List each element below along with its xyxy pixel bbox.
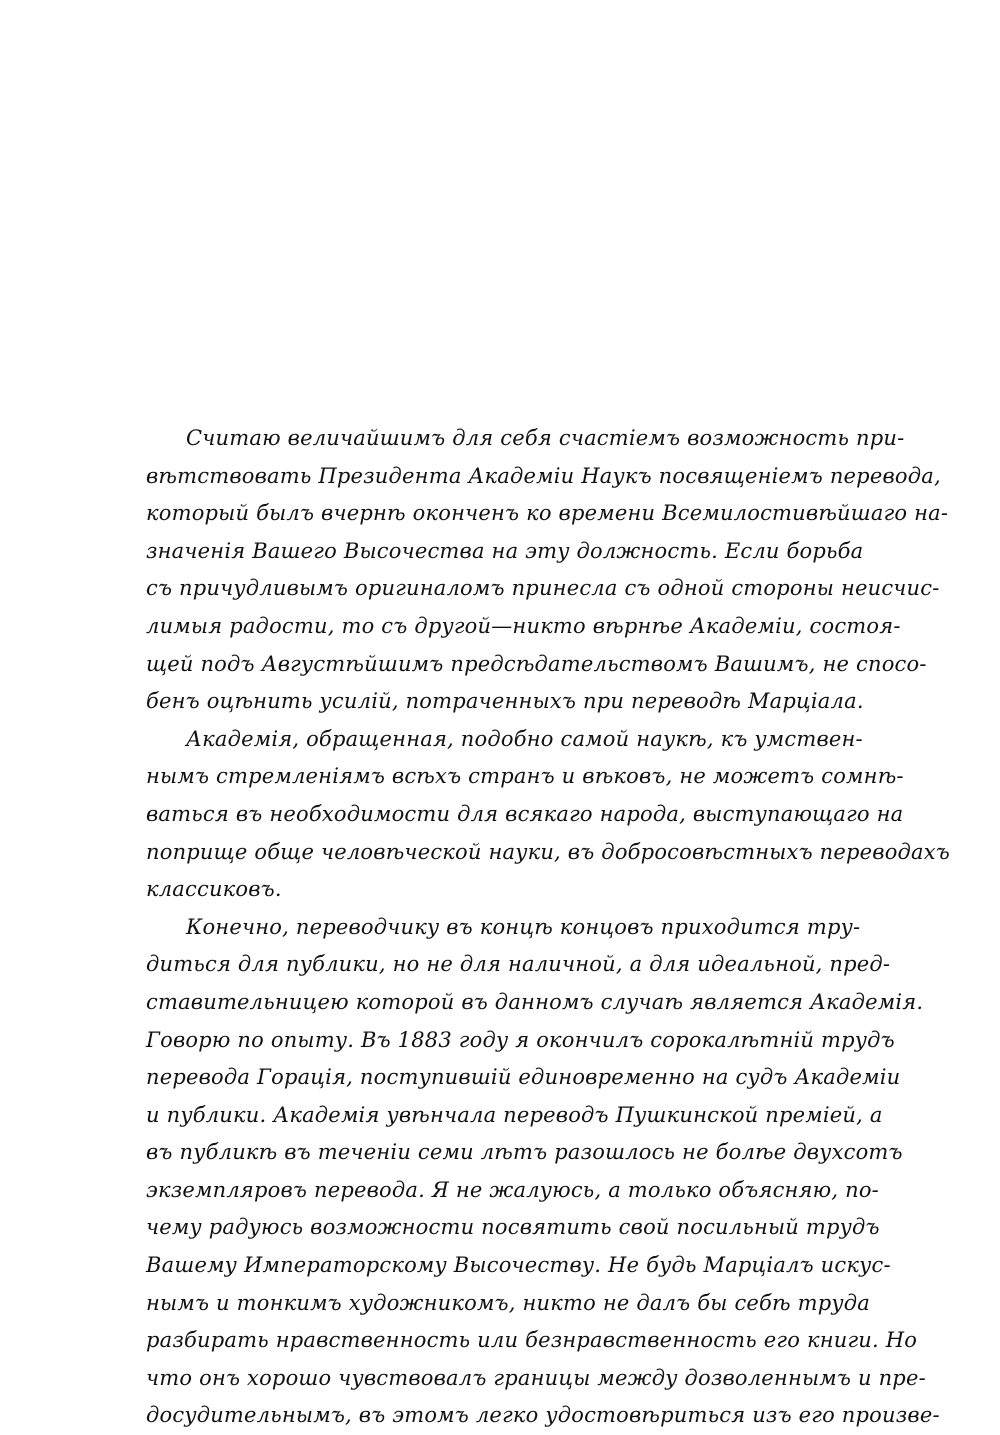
text-line: перевода Горація, поступившій единовременно на судъ Академіи	[146, 1065, 901, 1090]
text-line: нымъ и тонкимъ художникомъ, никто не далъ бы себѣ труда	[146, 1290, 871, 1315]
text-line: и публики. Академія увѣнчала переводъ Пушкинской преміей, а	[146, 1102, 883, 1127]
text-line: экземпляровъ перевода. Я не жалуюсь, а только объясняю, по-	[146, 1177, 879, 1202]
text-line: диться для публики, но не для наличной, а для идеальной, пред-	[146, 952, 891, 977]
text-line: лимыя радости, то съ другой—никто вѣрнѣе Академіи, состоя-	[146, 613, 901, 638]
text-line: классиковъ.	[146, 877, 282, 902]
text-line: что онъ хорошо чувствовалъ границы между дозволеннымъ и пре-	[146, 1365, 926, 1390]
text-line: который былъ вчернѣ оконченъ ко времени Всемилостивѣйшаго на-	[146, 501, 949, 526]
text-line: досудительнымъ, въ этомъ легко удостовѣриться изъ его произве-	[146, 1403, 940, 1428]
text-line: разбирать нравственность или безнравственность его книги. Но	[146, 1328, 918, 1353]
text-line: вѣтствовать Президента Академіи Наукъ посвященіемъ перевода,	[146, 463, 941, 488]
text-line: Считаю величайшимъ для себя счастіемъ возможность при-	[186, 426, 905, 450]
text-line: Конечно, переводчику въ концѣ концовъ приходится тру-	[186, 914, 861, 939]
text-line: Академія, обращенная, подобно самой наукѣ, къ умствен-	[186, 726, 863, 751]
text-line: поприще обще человѣческой науки, въ добросовѣстныхъ переводахъ	[146, 839, 951, 864]
body-text	[146, 420, 951, 1435]
text-line: Говорю по опыту. Въ 1883 году я окончилъ сорокалѣтній трудъ	[146, 1027, 895, 1052]
text-line: ставительницею которой въ данномъ случаѣ является Академія.	[146, 989, 924, 1014]
text-line: нымъ стремленіямъ всѣхъ странъ и вѣковъ, не можетъ сомнѣ-	[146, 764, 904, 789]
text-line: съ причудливымъ оригиналомъ принесла съ одной стороны неисчис-	[146, 576, 940, 601]
text-line: щей подъ Августѣйшимъ предсѣдательствомъ Вашимъ, не спосо-	[146, 651, 927, 676]
text-line: въ публикѣ въ теченіи семи лѣтъ разошлось не болѣе двухсотъ	[146, 1140, 903, 1165]
text-line: чему радуюсь возможности посвятить свой посильный трудъ	[146, 1215, 880, 1240]
text-line: значенія Вашего Высочества на эту должность. Если борьба	[146, 538, 864, 563]
text-line: Вашему Императорскому Высочеству. Не будь Марціалъ искус-	[146, 1253, 891, 1278]
text-line: ваться въ необходимости для всякаго народа, выступающаго на	[146, 801, 904, 826]
text-line: бенъ оцѣнить усилій, потраченныхъ при переводѣ Марціала.	[146, 689, 864, 714]
